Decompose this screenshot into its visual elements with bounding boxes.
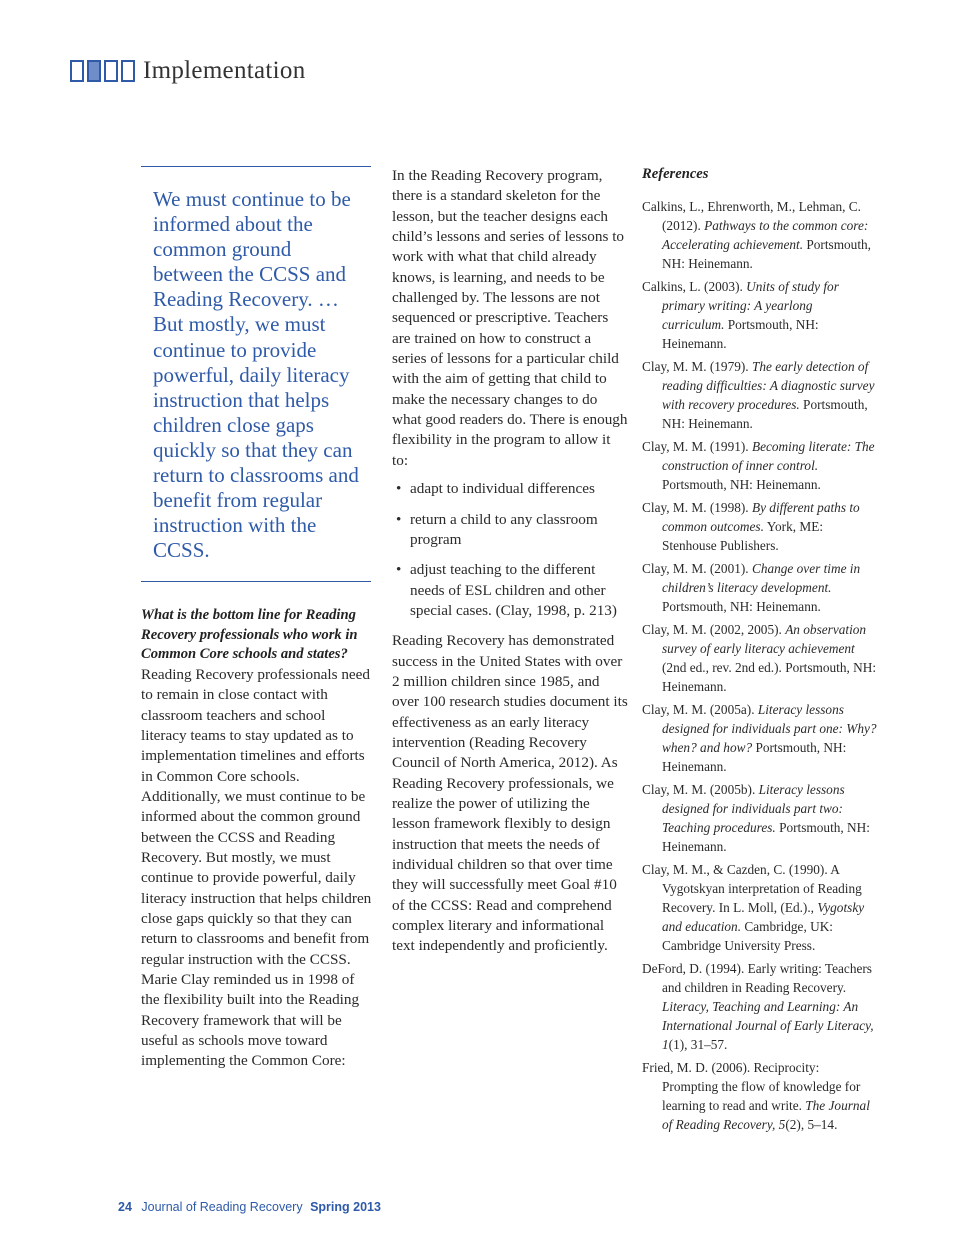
list-item-text: adapt to individual differences: [410, 480, 595, 498]
reference-item: DeFord, D. (1994). Early writing: Teachers and children in Reading Recovery. Literacy, Teaching and Learning: An International Journal of Early Literacy, 1(1), 31–57.: [642, 961, 874, 1052]
reference-item: Clay, M. M. (2005b). Literacy lessons designed for individuals part two: Teaching procedures. Portsmouth, NH: Heinemann.: [642, 782, 870, 854]
reference-item: Clay, M. M. (2002, 2005). An observation survey of early literacy achievement (2nd ed., rev. 2nd ed.). Portsmouth, NH: Heinemann.: [642, 622, 877, 694]
list-item-text: adjust teaching to the different needs of ESL children and other special cases. (Clay, 1998, p. 213): [410, 561, 617, 619]
reference-item: Clay, M. M. (2005a). Literacy lessons designed for individuals part one: Why? when? and how? Portsmouth, NH: Heinemann.: [642, 702, 877, 774]
column-middle: [392, 166, 628, 957]
list-item: [392, 560, 628, 621]
reference-item: Fried, M. D. (2006). Reciprocity: Prompting the flow of knowledge for learning to read and write. The Journal of Reading Recovery, 5(2), 5–14.: [642, 1060, 870, 1132]
column-references: [642, 166, 878, 1138]
bullet-list: [392, 479, 628, 621]
marker-box: [70, 60, 84, 82]
column-left: [141, 166, 373, 1072]
body-paragraph: In the Reading Recovery program, there is a standard skeleton for the lesson, but the teacher designs each child’s lessons and series of lessons to work with what that child already knows, is learning, and needs to be challenged by. The lessons are not sequenced or prescriptive. Teachers are trained on how to construct a series of lessons for a particular child with the aim of getting that child to make the necessary changes to do what good readers do. There is enough flexibility in the program to allow it to:: [392, 167, 628, 469]
section-title: Implementation: [143, 57, 306, 84]
body-paragraph: Reading Recovery professionals need to remain in close contact with classroom teachers and school literacy teams to stay updated as to implementation timelines and efforts in Common Core schools. Additionally, we must continue to be informed about the common ground between the CCSS and Reading Recovery. But mostly, we must continue to provide powerful, daily literacy instruction that helps children close gaps quickly so that they can return to classrooms and benefit from regular instruction with the CCSS. Marie Clay reminded us in 1998 of the flexibility built into the Reading Recovery framework that will be useful as schools move toward implementing the Common Core:: [141, 665, 372, 1070]
body-paragraph: Reading Recovery has demonstrated success in the United States with over 2 million children since 1985, and over 100 research studies document its effectiveness as an early literacy intervention (Reading Recovery Council of North America, 2012). As Reading Recovery professionals, we realize the power of utilizing the lesson framework flexibly to design instruction that meets the needs of individual children so that over time they will successfully meet Goal #10 of the CCSS: Read and comprehend complex literary and informational text independently and proficiently.: [392, 632, 628, 955]
page-number: 24: [118, 1200, 132, 1214]
reference-item: Clay, M. M. (1991). Becoming literate: The construction of inner control. Portsmouth, NH: Heinemann.: [642, 439, 875, 492]
page-footer: [118, 1200, 381, 1214]
list-item-text: return a child to any classroom program: [410, 510, 598, 548]
list-item: [392, 479, 628, 499]
pull-quote: We must continue to be informed about the common ground between the CCSS and Reading Recovery. … But mostly, we must continue to provide powerful, daily literacy instruction that helps children close gaps quickly so that they can return to classrooms and benefit from regular instruction with the CCSS.: [153, 187, 359, 563]
reference-item: Clay, M. M. (1998). By different paths to common outcomes. York, ME: Stenhouse Publishers.: [642, 500, 860, 553]
page-header: [70, 54, 306, 88]
bullet-icon: •: [396, 561, 402, 579]
reference-item: Calkins, L. (2003). Units of study for primary writing: A yearlong curriculum. Portsmouth, NH: Heinemann.: [642, 279, 839, 351]
marker-box: [121, 60, 135, 82]
section-question-heading: What is the bottom line for Reading Recovery professionals who work in Common Core schools and states?: [141, 607, 358, 663]
journal-name: Journal of Reading Recovery: [141, 1200, 303, 1214]
section-marker-icon: [70, 60, 135, 82]
reference-item: Clay, M. M. (2001). Change over time in children’s literacy development. Portsmouth, NH: Heinemann.: [642, 561, 861, 614]
reference-item: Clay, M. M. (1979). The early detection of reading difficulties: A diagnostic survey with recovery procedures. Portsmouth, NH: Heinemann.: [642, 359, 875, 431]
issue-label: Spring 2013: [310, 1200, 381, 1214]
reference-item: Calkins, L., Ehrenworth, M., Lehman, C. (2012). Pathways to the common core: Accelerating achievement. Portsmouth, NH: Heinemann.: [642, 199, 872, 271]
bullet-icon: •: [396, 510, 402, 528]
references-heading: References: [642, 166, 709, 182]
marker-box: [104, 60, 118, 82]
marker-box-filled: [87, 60, 101, 82]
list-item: [392, 510, 628, 551]
pull-quote-bottom-rule: [141, 581, 371, 582]
bullet-icon: •: [396, 480, 402, 498]
pull-quote-top-rule: [141, 166, 371, 167]
reference-item: Clay, M. M., & Cazden, C. (1990). A Vygotskyan interpretation of Reading Recovery. In L. Moll, (Ed.)., Vygotsky and education. Cambridge, UK: Cambridge University Press.: [642, 862, 865, 953]
